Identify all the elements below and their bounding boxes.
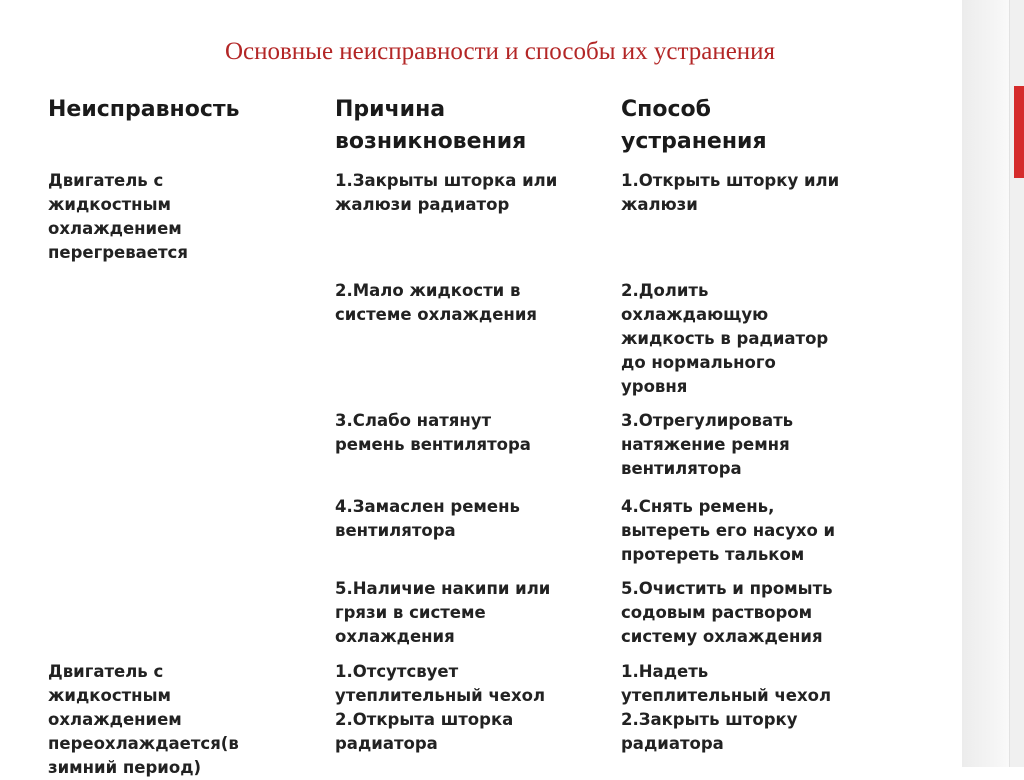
cell-line: переохлаждается(в [48,734,239,753]
cell-line: 2.Открыта шторка [335,710,514,729]
remedy-1 [621,169,839,217]
header-fault [48,94,240,126]
fault-overcooling [48,660,239,780]
cell-line: до нормального [621,353,776,372]
cell-line: жалюзи [621,195,698,214]
remedy-3 [621,409,793,481]
cell-line: зимний период) [48,758,202,777]
cell-line: жалюзи радиатор [335,195,510,214]
remedy-5 [621,577,833,649]
cell-line: системе охлаждения [335,305,537,324]
cell-line: 4.Замаслен ремень [335,497,520,516]
header-fault-line: Неисправность [48,97,240,122]
cell-line: утеплительный чехол [621,686,832,705]
fault-overheating [48,169,188,265]
cell-line: вытереть его насухо и [621,521,836,540]
cell-line: 1.Отсутсвует [335,662,459,681]
cell-line: уровня [621,377,688,396]
cell-line: 1.Закрыты шторка или [335,171,558,190]
cell-line: перегревается [48,243,188,262]
remedy-4 [621,495,835,567]
cell-line: радиатора [621,734,724,753]
cell-line: вентилятора [335,521,456,540]
cell-line: вентилятора [621,459,742,478]
cell-line: жидкостным [48,195,171,214]
cell-line: 5.Наличие накипи или [335,579,551,598]
cell-line: 2.Мало жидкости в [335,281,521,300]
cell-line: жидкостным [48,686,171,705]
cell-line: охлаждением [48,219,182,238]
slide-title: Основные неисправности и способы их устранения [224,38,776,65]
cell-line: охлаждением [48,710,182,729]
cell-line: радиатора [335,734,438,753]
header-remedy-line: Способ [621,97,711,122]
cause-1 [335,169,557,217]
cause-5 [335,577,550,649]
header-cause [335,94,526,158]
cell-line: 1.Открыть шторку или [621,171,840,190]
cell-line: 2.Закрыть шторку [621,710,798,729]
header-cause-line: Причина [335,97,446,122]
cause-2 [335,279,537,327]
cell-line: Двигатель с [48,171,164,190]
red-accent-bar [1014,86,1024,178]
cause-3 [335,409,531,457]
cell-line: 5.Очистить и промыть [621,579,833,598]
cause-4 [335,495,520,543]
header-remedy-line: устранения [621,129,767,154]
cell-line: охлаждающую [621,305,769,324]
cell-line: 4.Снять ремень, [621,497,775,516]
header-remedy [621,94,767,158]
cause-6 [335,660,545,756]
cell-line: 3.Отрегулировать [621,411,794,430]
cell-line: 3.Слабо натянут [335,411,492,430]
header-cause-line: возникновения [335,129,527,154]
remedy-2 [621,279,828,399]
cell-line: ремень вентилятора [335,435,531,454]
cell-line: натяжение ремня [621,435,790,454]
remedy-6 [621,660,831,756]
cell-line: 2.Долить [621,281,709,300]
cell-line: грязи в системе [335,603,486,622]
cell-line: Двигатель с [48,662,164,681]
cell-line: 1.Надеть [621,662,709,681]
cell-line: систему охлаждения [621,627,823,646]
cell-line: утеплительный чехол [335,686,546,705]
cell-line: содовым раствором [621,603,813,622]
cell-line: протереть тальком [621,545,805,564]
cell-line: жидкость в радиатор [621,329,829,348]
cell-line: охлаждения [335,627,455,646]
